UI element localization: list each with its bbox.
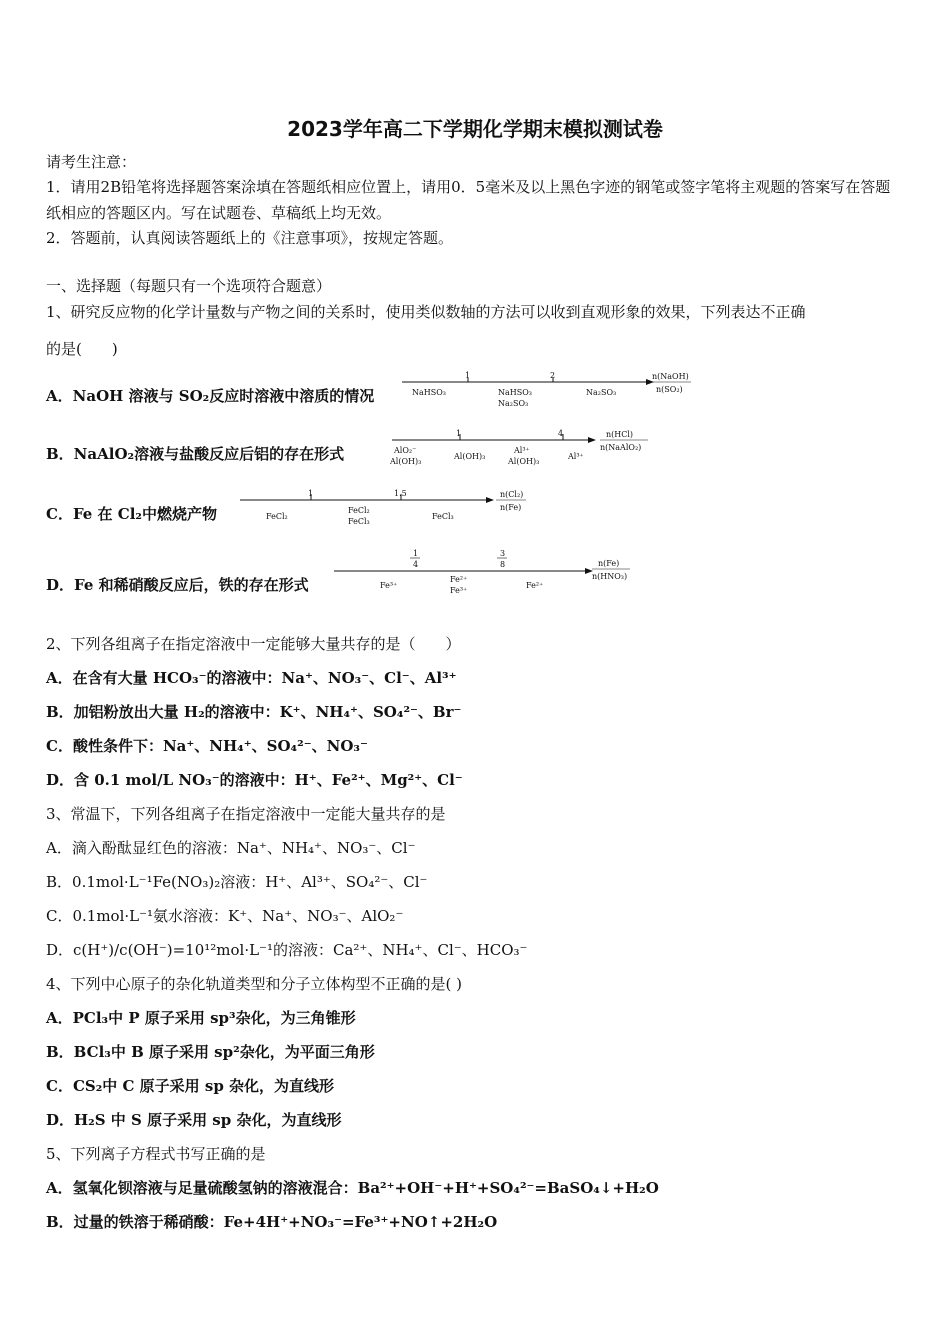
region-1b: Al(OH)₃ [390,457,422,466]
region-2a: FeCl₂ [348,506,370,515]
q4-option-d: D．H₂S 中 S 原子采用 sp 杂化，为直线形 [46,1111,342,1129]
q2-option-c: C．酸性条件下：Na⁺、NH₄⁺、SO₄²⁻、NO₃⁻ [46,737,368,755]
axis-numerator: n(Fe) [598,559,620,568]
q4-option-b: B．BCl₃中 B 原子采用 sp²杂化，为平面三角形 [46,1043,375,1061]
region-3: Na₂SO₃ [586,388,617,397]
q2-stem: 2、下列各组离子在指定溶液中一定能够大量共存的是（ ） [46,635,461,653]
region-1: Fe³⁺ [380,581,398,590]
axis-denominator: n(SO₂) [656,385,683,394]
region-2a: Fe²⁺ [450,575,468,584]
region-3a: Al³⁺ [514,446,530,455]
axis-numerator: n(NaOH) [652,372,689,381]
region-2b: Na₂SO₃ [498,399,529,408]
q2-option-b: B．加铝粉放出大量 H₂的溶液中：K⁺、NH₄⁺、SO₄²⁻、Br⁻ [46,703,462,721]
q5-option-a: A．氢氧化钡溶液与足量硫酸氢钠的溶液混合：Ba²⁺+OH⁻+H⁺+SO₄²⁻=BaSO₄↓+H₂O [46,1179,659,1197]
notice-heading: 请考生注意： [46,153,137,171]
region-3: Fe²⁺ [526,581,544,590]
q3-option-b: B．0.1mol·L⁻¹Fe(NO₃)₂溶液：H⁺、Al³⁺、SO₄²⁻、Cl⁻ [46,873,428,891]
q2-option-d: D．含 0.1 mol/L NO₃⁻的溶液中：H⁺、Fe²⁺、Mg²⁺、Cl⁻ [46,771,463,789]
tick-1: 1 [465,371,471,380]
q4-stem: 4、下列中心原子的杂化轨道类型和分子立体构型不正确的是( ) [46,975,463,993]
q1-diagram-d [330,546,640,602]
q1-diagram-b [388,426,688,472]
q5-option-b: B．过量的铁溶于稀硝酸：Fe+4H⁺+NO₃⁻=Fe³⁺+NO↑+2H₂O [46,1213,498,1231]
q1-option-a: A．NaOH 溶液与 SO₂反应时溶液中溶质的情况 [46,387,375,405]
q5-stem: 5、下列离子方程式书写正确的是 [46,1145,266,1163]
region-3: FeCl₃ [432,512,454,521]
tick-2: 2 [550,371,556,380]
q3-option-d: D．c(H⁺)/c(OH⁻)=10¹²mol·L⁻¹的溶液：Ca²⁺、NH₄⁺、Cl⁻、HCO₃⁻ [46,941,528,959]
q1-stem-line2: 的是( ) [46,340,118,358]
q1-stem-line1: 1、研究反应物的化学计量数与产物之间的关系时，使用类似数轴的方法可以收到直观形象的效果，下列表达不正确 [46,303,806,321]
notice-item-1: 1．请用2B铅笔将选择题答案涂填在答题纸相应位置上，请用0．5毫米及以上黑色字迹的钢笔或签字笔将主观题的答案写在答题纸相应的答题区内。写在试题卷、草稿纸上均无效。 [46,178,891,222]
q3-stem: 3、常温下，下列各组离子在指定溶液中一定能大量共存的是 [46,805,446,823]
tick-quarter-num: 1 [413,549,419,558]
region-2b: Fe³⁺ [450,586,468,595]
tick-quarter-den: 4 [413,560,419,569]
axis-denominator: n(HNO₃) [592,572,628,581]
region-2b: FeCl₃ [348,517,370,526]
region-2: Al(OH)₃ [454,452,486,461]
tick-1: 1 [308,489,314,498]
axis-denominator: n(NaAlO₂) [600,443,642,452]
axis-numerator: n(Cl₂) [500,490,524,499]
q4-option-a: A．PCl₃中 P 原子采用 sp³杂化，为三角锥形 [46,1009,356,1027]
region-4: Al³⁺ [568,452,584,461]
q1-diagram-a [398,368,698,414]
region-1: FeCl₂ [266,512,288,521]
tick-1: 1 [456,429,462,438]
q1-option-b: B．NaAlO₂溶液与盐酸反应后铝的存在形式 [46,445,345,463]
section-heading: 一、选择题（每题只有一个选项符合题意） [46,277,332,295]
tick-4: 4 [558,429,564,438]
axis-numerator: n(HCl) [606,430,634,439]
region-2a: NaHSO₃ [498,388,532,397]
tick-1-5: 1.5 [394,489,407,498]
region-1: NaHSO₃ [412,388,446,397]
page-title: 2023学年高二下学期化学期末模拟测试卷 [287,117,663,141]
tick-three-eighths-den: 8 [500,560,506,569]
q4-option-c: C．CS₂中 C 原子采用 sp 杂化，为直线形 [46,1077,335,1095]
region-3b: Al(OH)₃ [508,457,540,466]
q1-option-d: D．Fe 和稀硝酸反应后，铁的存在形式 [46,576,309,594]
notice-item-2: 2．答题前，认真阅读答题纸上的《注意事项》，按规定答题。 [46,229,454,247]
region-1a: AlO₂⁻ [394,446,417,455]
q3-option-a: A．滴入酚酞显红色的溶液：Na⁺、NH₄⁺、NO₃⁻、Cl⁻ [46,839,416,857]
q1-diagram-c [236,486,536,532]
q2-option-a: A．在含有大量 HCO₃⁻的溶液中：Na⁺、NO₃⁻、Cl⁻、Al³⁺ [46,669,457,687]
q1-option-c: C．Fe 在 Cl₂中燃烧产物 [46,505,217,523]
axis-denominator: n(Fe) [500,503,522,512]
tick-three-eighths-num: 3 [500,549,506,558]
q3-option-c: C．0.1mol·L⁻¹氨水溶液：K⁺、Na⁺、NO₃⁻、AlO₂⁻ [46,907,404,925]
